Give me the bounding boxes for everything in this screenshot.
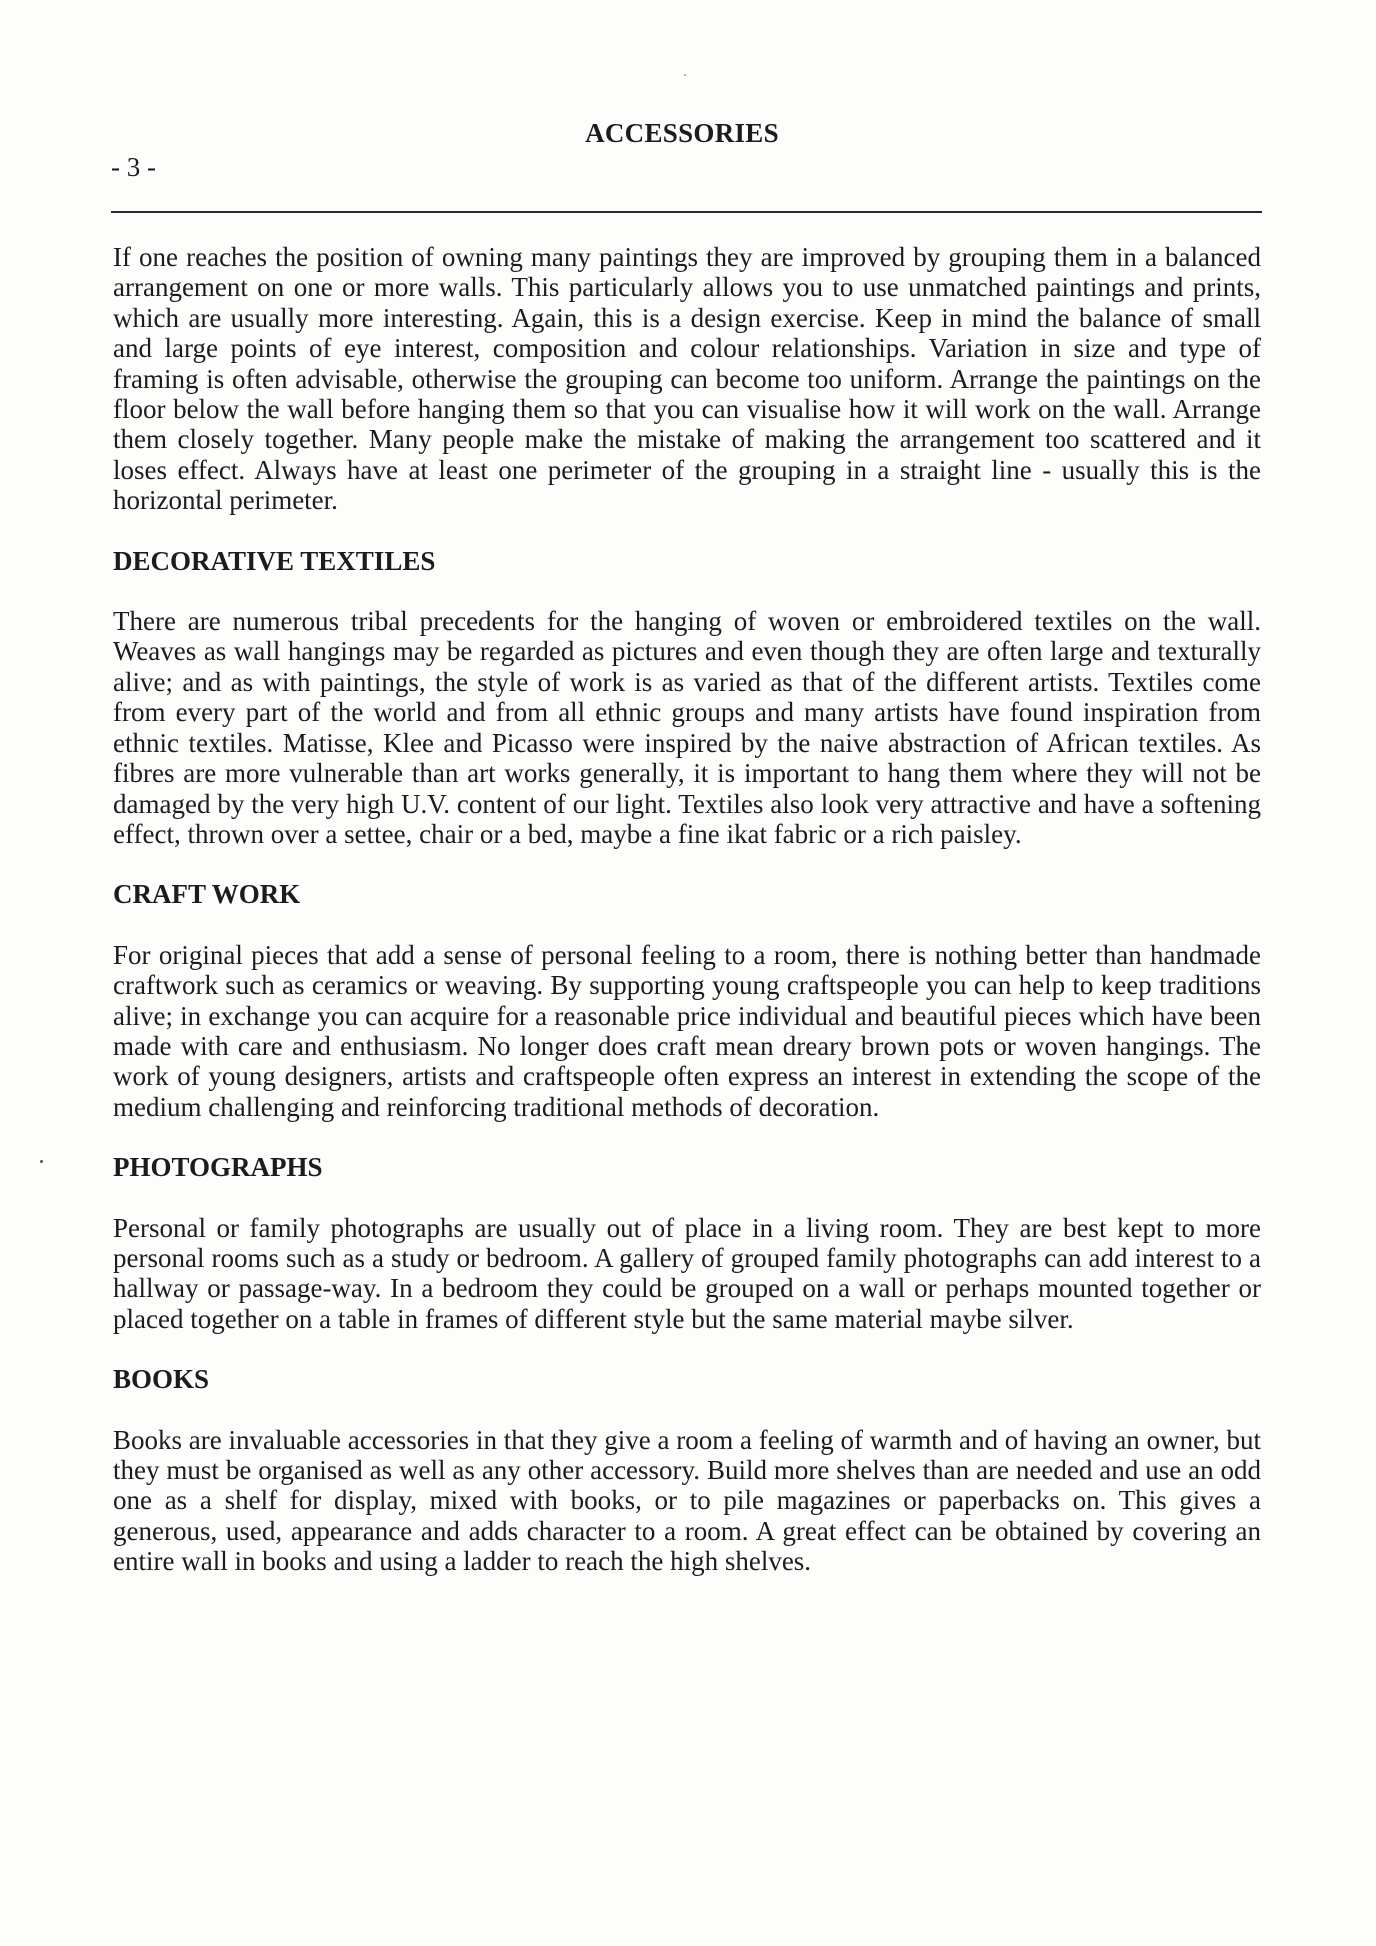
section-paragraph-books: Books are invaluable accessories in that they give a room a feeling of warmth and of having an owner, but they must be organised as well as any other accessory. Build more shelves than are needed and use an odd one as a shelf for display, mixed with books, or to pile magazines or paperbacks on. This gives a generous, used, appearance and adds character to a room. A great effect can be obtained by covering an entire wall in books and using a ladder to reach the high shelves.: [113, 1424, 1261, 1577]
section-paragraph-decorative-textiles: There are numerous tribal precedents for the hanging of woven or embroidered textiles on the wall. Weaves as wall hangings may be regarded as pictures and even though they are often large and texturally alive; and as with paintings, the style of work is as varied as that of the different artists. Textiles come from every part of the world and from all ethnic groups and many artists have found inspiration from ethnic textiles. Matisse, Klee and Picasso were inspired by the naive abstraction of African textiles. As fibres are more vulnerable than art works generally, it is important to hang them where they will not be damaged by the very high U.V. content of our light. Textiles also look very attractive and have a softening effect, thrown over a settee, chair or a bed, maybe a fine ikat fabric or a rich paisley.: [113, 606, 1261, 849]
intro-paragraph: If one reaches the position of owning many paintings they are improved by grouping them in a balanced arrangement on one or more walls. This particularly allows you to use unmatched paintings and prints, which are usually more interesting. Again, this is a design exercise. Keep in mind the balance of small and large points of eye interest, composition and colour relationships. Variation in size and type of framing is often advisable, otherwise the grouping can become too uniform. Arrange the paintings on the floor below the wall before hanging them so that you can visualise how it will work on the wall. Arrange them closely together. Many people make the mistake of making the arrangement too scattered and it loses effect. Always have at least one perimeter of the grouping in a straight line - usually this is the horizontal perimeter.: [113, 242, 1261, 516]
section-heading-books: BOOKS: [113, 1364, 210, 1395]
section-paragraph-craft-work: For original pieces that add a sense of personal feeling to a room, there is nothing better than handmade craftwork such as ceramics or weaving. By supporting young craftspeople you can help to keep traditions alive; in exchange you can acquire for a reasonable price individual and beautiful pieces which have been made with care and enthusiasm. No longer does craft mean dreary brown pots or woven hangings. The work of young designers, artists and craftspeople often express an interest in extending the scope of the medium challenging and reinforcing traditional methods of decoration.: [113, 939, 1261, 1122]
scan-speck: [40, 1160, 43, 1163]
section-heading-craft-work: CRAFT WORK: [113, 879, 301, 910]
section-heading-photographs: PHOTOGRAPHS: [113, 1152, 323, 1183]
section-paragraph-photographs: Personal or family photographs are usually out of place in a living room. They are best kept to more personal rooms such as a study or bedroom. A gallery of grouped family photographs can add interest to a hallway or passage-way. In a bedroom they could be grouped on a wall or perhaps mounted together or placed together on a table in frames of different style but the same material maybe silver.: [113, 1212, 1261, 1334]
scan-speck: [684, 74, 686, 76]
document-title: ACCESSORIES: [585, 118, 779, 148]
page-number: - 3 -: [111, 152, 156, 182]
section-heading-decorative-textiles: DECORATIVE TEXTILES: [113, 545, 436, 576]
header-divider: [111, 211, 1262, 213]
document-body: [113, 242, 1261, 1577]
